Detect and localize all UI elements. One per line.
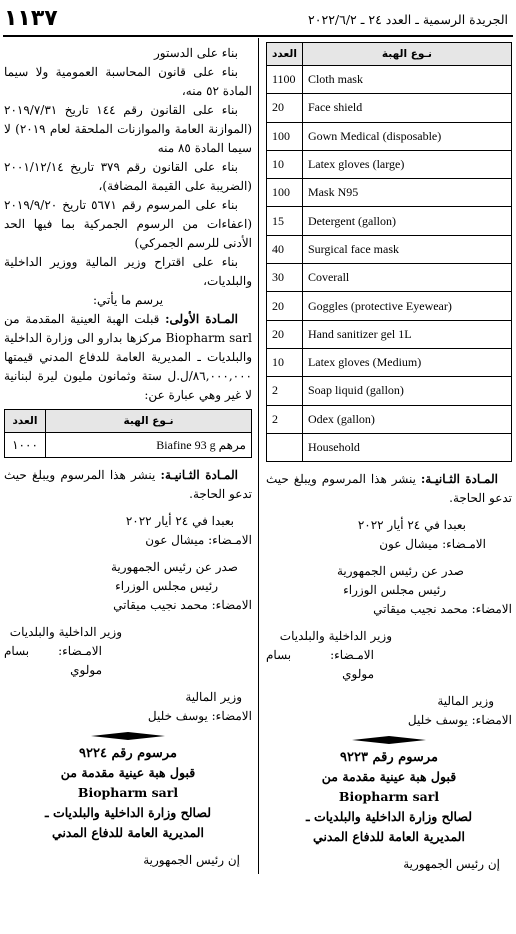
gift-item-quantity: 20 [267,94,303,122]
article-2-label: المـادة الثـانيـة: [160,468,238,482]
table-row [267,292,512,320]
gift-item-quantity: 30 [267,264,303,292]
date-line: بعبدا في ٢٤ أيار ٢٠٢٢ [357,518,466,533]
header-gift-type: نـوع الهبة [46,410,252,433]
gift-item-name: Face shield [302,94,511,122]
table-row [267,66,512,94]
article-2 [4,466,252,504]
table-row [267,348,512,376]
column-divider [258,38,259,874]
president-line: إن رئيس الجمهورية [143,853,240,867]
basis-vat-law: بناء على القانون رقم ٣٧٩ تاريخ ٢٠٠١/١٢/١٤ (الضريبة على القيمة المضافة)، [4,160,252,193]
pm-title: رئيس مجلس الوزراء [343,583,446,598]
article-2-label: المـادة الثـانيـة: [420,472,498,487]
signature-finance: الامضاء: يوسف خليل [407,713,512,728]
table-row [267,94,512,122]
table-row [267,235,512,263]
decree-title-line-3: لصالح وزارة الداخلية والبلديات ـ [305,809,473,825]
gift-item-quantity: 10 [267,348,303,376]
basis-customs-decree: بناء على المرسوم رقم ٥٦٧١ تاريخ ٢٠١٩/٩/٢٠ (اعفاءات من الرسوم الجمركية بما فيها الحد الأدنى للرسم الجمركي) [4,198,252,250]
table-row [267,433,512,461]
decrees-line: يرسم ما يأتي: [92,293,164,307]
section-separator [352,736,426,744]
gift-table-small [4,409,252,458]
gift-item-name: Soap liquid (gallon) [302,377,511,405]
table-row [267,264,512,292]
decree-number: مرسوم رقم ٩٢٢٤ [79,746,177,761]
gift-item-name: Detergent (gallon) [302,207,511,235]
signature-interior: الامـضاء: بسام مولوي [266,648,374,682]
basis-budget-law: بناء على القانون رقم ١٤٤ تاريخ ٢٠١٩/٧/٣١ (الموازنة العامة والموازنات الملحقة لعام ٢٠١٩) لا سيما المادة ٨٥ منه [4,103,253,155]
gift-item-name: Odex (gallon) [302,405,511,433]
gift-item-name: Household [302,433,511,461]
signature-interior: الامـضاء: بسام مولوي [4,644,102,677]
gift-item-quantity: 1100 [267,66,303,94]
decree-title-line-3: لصالح وزارة الداخلية والبلديات ـ [44,805,212,820]
article-1 [4,310,252,405]
gift-item-quantity [267,433,303,461]
header-quantity: العدد [5,410,46,433]
president-line: إن رئيس الجمهورية [403,857,500,872]
table-row [267,377,512,405]
gift-item-name: Hand sanitizer gel 1L [302,320,511,348]
gift-item-quantity: 100 [267,122,303,150]
decree-title-line-1: قبول هبة عينية مقدمة من [321,769,457,785]
signature-president: الامـضاء: ميشال عون [145,533,252,547]
basis-accounting-law: بناء على قانون المحاسبة العمومية ولا سيما المادة ٥٢ منه، [4,65,252,98]
article-2-text: ينشر هذا المرسوم ويبلغ حيث تدعو الحاجة. [266,472,512,506]
header-rule [3,35,513,37]
gift-table [266,42,512,462]
signature-president: الامـضاء: ميشال عون [379,537,486,552]
gift-item-name: Coverall [302,264,511,292]
gift-item-quantity: 40 [267,235,303,263]
interior-minister: وزير الداخلية والبلديات [279,629,392,644]
decree-title-line-1: قبول هبة عينية مقدمة من [60,765,196,780]
decree-number: مرسوم رقم ٩٢٢٣ [340,750,438,766]
gift-item-quantity: 20 [267,292,303,320]
finance-minister: وزير المالية [185,690,242,704]
table-row [267,405,512,433]
interior-minister: وزير الداخلية والبلديات [9,625,122,639]
basis-constitution: بناء على الدستور [154,46,238,60]
gift-item-quantity: 100 [267,179,303,207]
table-row [5,433,252,458]
right-column [266,42,512,874]
gazette-header-title: الجريدة الرسمية ـ العدد ٢٤ ـ ٢٠٢٢/٦/٢ [308,12,508,27]
article-1-label: المـادة الأولى: [165,312,239,326]
decree-title-line-4: المديرية العامة للدفاع المدني [52,825,204,840]
gift-item-name: Surgical face mask [302,235,511,263]
gift-item-name: Cloth mask [302,66,511,94]
page-number: ١١٣٧ [4,6,58,31]
decree-title-company: Biopharm sarl [338,789,440,805]
gift-item-name: Mask N95 [302,179,511,207]
article-1-text: قبلت الهبة العينية المقدمة من Biopharm sarl مركزها بدارو الى وزارة الداخلية والبلديات ـ المديرية العامة للدفاع المدني قيمتها ٨٦,٠٠٠,٠٠٠/ل.ل ستة وثمانون مليون ليرة لبنانية لا غير وهي عبارة عن: [4,312,252,402]
gift-item-quantity: 20 [267,320,303,348]
decree-title-line-4: المديرية العامة للدفاع المدني [313,829,465,845]
issued-by: صدر عن رئيس الجمهورية [336,564,464,579]
signature-pm: الامضاء: محمد نجيب ميقاتي [373,602,512,617]
gift-item-name: Latex gloves (large) [302,150,511,178]
gift-item-quantity: 10 [267,150,303,178]
signature-finance: الامضاء: يوسف خليل [147,709,252,723]
gift-item-quantity: 15 [267,207,303,235]
gift-item-name: Gown Medical (disposable) [302,122,511,150]
gift-item-quantity: ١٠٠٠ [5,433,46,458]
table-row [267,179,512,207]
article-2 [266,470,512,508]
section-separator [91,732,165,740]
gift-item-name: Goggles (protective Eyewear) [302,292,511,320]
header-gift-type: نـوع الهبة [302,43,511,66]
pm-title: رئيس مجلس الوزراء [115,579,218,593]
table-header-row [5,410,252,433]
table-row [267,122,512,150]
signature-pm: الامضاء: محمد نجيب ميقاتي [113,598,252,612]
gift-item-name: Latex gloves (Medium) [302,348,511,376]
gift-item-name: مرهم Biafine 93 g [46,433,252,458]
gift-item-quantity: 2 [267,377,303,405]
issued-by: صدر عن رئيس الجمهورية [110,560,238,574]
table-row [267,150,512,178]
article-2-text: ينشر هذا المرسوم ويبلغ حيث تدعو الحاجة. [4,468,252,501]
left-column [4,44,252,870]
basis-proposal: بناء على اقتراح وزير المالية ووزير الداخلية والبلديات، [4,255,252,288]
gift-item-quantity: 2 [267,405,303,433]
table-row [267,207,512,235]
decree-title-company: Biopharm sarl [77,785,179,800]
date-line: بعبدا في ٢٤ أيار ٢٠٢٢ [125,514,234,528]
header-quantity: العدد [267,43,303,66]
table-header-row [267,43,512,66]
table-row [267,320,512,348]
finance-minister: وزير المالية [437,694,494,709]
